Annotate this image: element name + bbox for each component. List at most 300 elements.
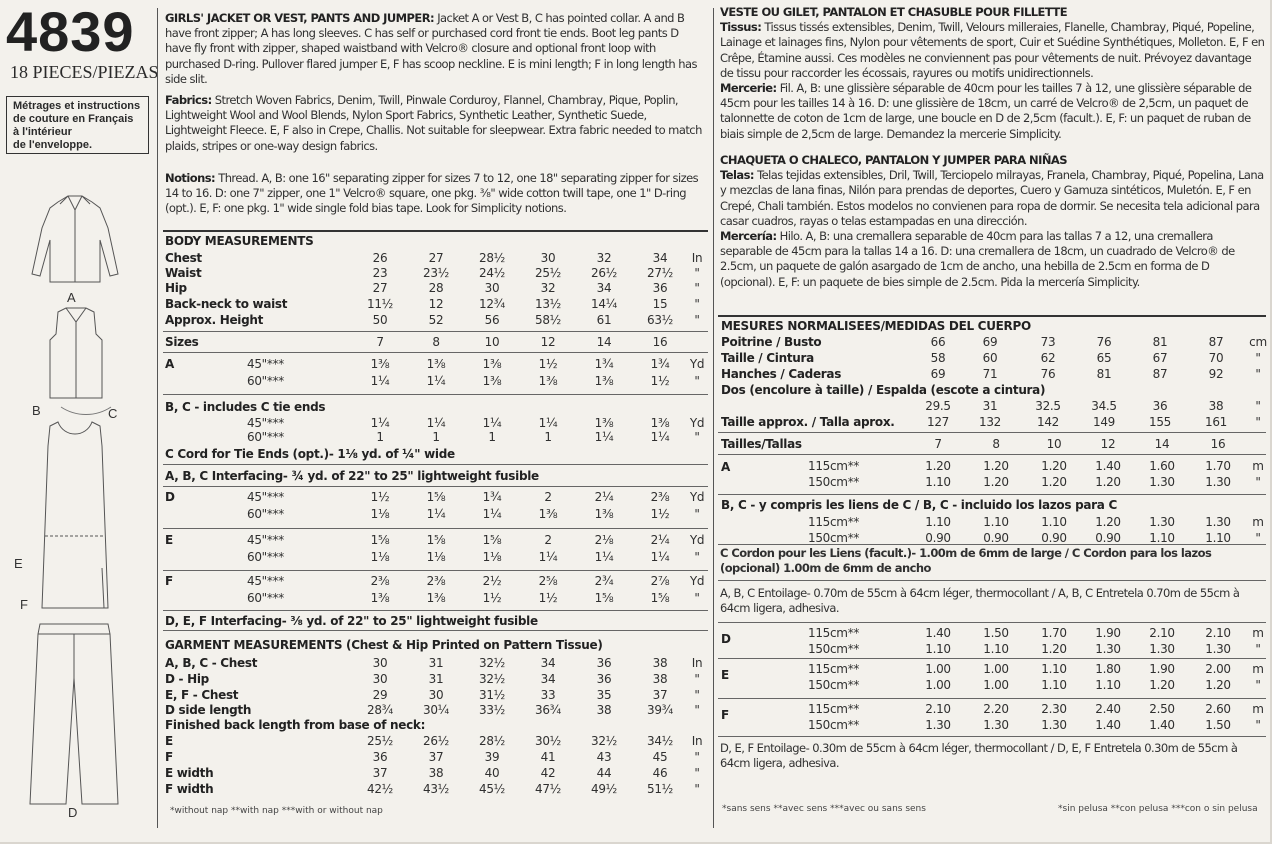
- english-notions: [165, 171, 705, 217]
- value-cell: 38: [1208, 399, 1224, 413]
- french-note-line: de couture en Français: [13, 113, 134, 125]
- value-cell: 155: [1148, 415, 1171, 429]
- view-heading: D: [165, 490, 175, 504]
- value-cell: 1.50: [983, 626, 1009, 640]
- value-cell: 1.30: [1041, 718, 1067, 732]
- value-cell: 36: [652, 281, 668, 295]
- view-label-b: B: [32, 403, 41, 418]
- garment-row-label: F width: [165, 782, 214, 796]
- french-title: VESTE OU GILET, PANTALON ET CHASUBLE POUR FILLETTE: [720, 5, 1068, 19]
- unit-cell: ": [1255, 642, 1261, 656]
- unit-cell: ": [694, 766, 700, 780]
- section-rule: [718, 315, 1266, 317]
- value-cell: 26½: [590, 266, 617, 280]
- value-cell: 92: [1208, 367, 1224, 381]
- value-cell: 149: [1092, 415, 1115, 429]
- value-cell: 1.20: [1041, 642, 1067, 656]
- value-cell: 30: [428, 688, 444, 702]
- value-cell: 1.30: [1149, 642, 1175, 656]
- view-label-a: A: [67, 290, 76, 305]
- size-header: 14: [1154, 437, 1170, 451]
- value-cell: 63½: [646, 313, 673, 327]
- value-cell: 2⅜: [426, 574, 446, 588]
- value-cell: 44: [596, 766, 612, 780]
- fabric-width: 45"***: [247, 357, 284, 371]
- value-cell: 1.20: [983, 475, 1009, 489]
- value-cell: 1.10: [925, 642, 951, 656]
- value-cell: 37: [372, 766, 388, 780]
- value-cell: 1.10: [1205, 531, 1231, 545]
- value-cell: 15: [652, 297, 668, 311]
- unit-cell: m: [1252, 459, 1264, 473]
- value-cell: 30: [372, 656, 388, 670]
- value-cell: 1.30: [1149, 515, 1175, 529]
- section-rule: [163, 394, 708, 395]
- dos-label: Dos (encolure à taille) / Espalda (escote a cintura): [721, 383, 1046, 397]
- telas-label: Telas:: [720, 168, 754, 183]
- spanish-title: CHAQUETA O CHALECO, PANTALON Y JUMPER PARA NIÑAS: [720, 153, 1068, 167]
- interfacing-def: D, E, F Interfacing- ⅜ yd. of 22" to 25" lightweight fusible: [165, 614, 538, 628]
- value-cell: 161: [1204, 415, 1227, 429]
- value-cell: 27: [372, 281, 388, 295]
- value-cell: 37: [428, 750, 444, 764]
- value-cell: 1½: [482, 591, 502, 605]
- value-cell: 1¼: [594, 550, 614, 564]
- notions-text: Thread. A, B: one 16" separating zipper for sizes 7 to 12, one 18" separating zipper for sizes 14 to 16. D: one 7" zipper, one 1" Velcro® square, one pkg. ⅜" wide cotton twill tape, one 1" D-ring (opt.). E, F: one pkg. 1" wide single fold bias tape. Look for Simplicity notions.: [165, 171, 699, 216]
- section-rule: [718, 736, 1266, 737]
- mercerie-text: Fil. A, B: une glissière séparable de 40cm pour les tailles 7 à 12, une glissière séparable de 45cm pour les tailles 14 à 16. D: une glissière de 18cm, un carré de Velcro® de 2,5cm, un paquet de talonnette de coton de 1cm de large, une boucle en D de 2,5cm (facult.). E, F: un paquet de ruban de biais simple de 2,5cm de large. Demandez la mercerie Simplicity.: [720, 81, 1252, 141]
- value-cell: 1.20: [1041, 475, 1067, 489]
- value-cell: 1.90: [1149, 662, 1175, 676]
- value-cell: 30¼: [422, 703, 449, 717]
- value-cell: 32: [540, 281, 556, 295]
- value-cell: 1.10: [983, 642, 1009, 656]
- value-cell: 69: [982, 335, 998, 349]
- value-cell: 33: [540, 688, 556, 702]
- value-cell: 47½: [534, 782, 561, 796]
- unit-cell: ": [694, 672, 700, 686]
- french-note-line: à l'intérieur: [13, 126, 72, 138]
- value-cell: 127: [926, 415, 949, 429]
- value-cell: 1.40: [1149, 718, 1175, 732]
- metric-row-label: Hanches / Caderas: [721, 367, 842, 381]
- value-cell: 39: [484, 750, 500, 764]
- value-cell: 31: [428, 672, 444, 686]
- value-cell: 1⅝: [482, 533, 502, 547]
- value-cell: 67: [1152, 351, 1168, 365]
- view-heading: A: [165, 357, 174, 371]
- value-cell: 2: [544, 533, 552, 547]
- notions-label: Notions:: [165, 171, 216, 185]
- value-cell: 2.40: [1095, 702, 1121, 716]
- value-cell: 1½: [370, 490, 390, 504]
- unit-cell: ": [694, 550, 700, 564]
- english-fabrics: [165, 93, 705, 154]
- value-cell: 11½: [366, 297, 393, 311]
- section-rule: [718, 454, 1266, 455]
- value-cell: 2¼: [650, 533, 670, 547]
- value-cell: 142: [1036, 415, 1059, 429]
- size-header: 8: [432, 335, 440, 349]
- value-cell: 2.50: [1149, 702, 1175, 716]
- value-cell: 1¼: [482, 507, 502, 521]
- value-cell: 1⅛: [370, 507, 390, 521]
- value-cell: 0.90: [1095, 531, 1121, 545]
- value-cell: 0.90: [1041, 531, 1067, 545]
- value-cell: 2.60: [1205, 702, 1231, 716]
- value-cell: 1⅜: [426, 357, 446, 371]
- fabric-width: 150cm**: [808, 678, 860, 692]
- sizes-label: Sizes: [165, 335, 199, 349]
- value-cell: 1¼: [426, 374, 446, 388]
- tailles-label: Tailles/Tallas: [721, 437, 802, 451]
- value-cell: 1.20: [983, 459, 1009, 473]
- size-header: 12: [1100, 437, 1116, 451]
- value-cell: 87: [1152, 367, 1168, 381]
- fabric-width: 60"***: [247, 507, 284, 521]
- value-cell: 87: [1208, 335, 1224, 349]
- value-cell: 1.30: [1149, 475, 1175, 489]
- value-cell: 26: [372, 251, 388, 265]
- value-cell: 1¼: [426, 507, 446, 521]
- value-cell: 31½: [478, 688, 505, 702]
- value-cell: 34: [596, 281, 612, 295]
- fabric-width: 115cm**: [808, 459, 860, 473]
- value-cell: 36: [1152, 399, 1168, 413]
- body-row-label: Back-neck to waist: [165, 297, 288, 311]
- value-cell: 29.5: [925, 399, 951, 413]
- value-cell: 1⅛: [482, 550, 502, 564]
- section-rule: [163, 610, 708, 611]
- value-cell: 31: [982, 399, 998, 413]
- tissus-text: Tissus tissés extensibles, Denim, Twill, Velours milleraies, Flanelle, Chambray, Piqué, Popeline, Lainage et lainages fins, Nylon pour vêtements de sport, Cuir et Suédine Synthétiques, Molleton. E, F en Crêpe, Étamine aussi. Ces modèles ne conviennent pas pour vêtements de nuit. Prévoyez davantage de tissu pour raccorder les écossais, rayures ou motifs unidirectionnels.: [720, 20, 1265, 80]
- value-cell: 34: [540, 656, 556, 670]
- merceria-label: Mercería:: [720, 229, 777, 244]
- fabric-width: 60"***: [247, 550, 284, 564]
- unit-cell: ": [694, 281, 700, 295]
- value-cell: 34½: [646, 734, 673, 748]
- value-cell: 1¼: [650, 430, 670, 444]
- fabric-width: 45"***: [247, 574, 284, 588]
- value-cell: 1½: [650, 507, 670, 521]
- value-cell: 1.00: [925, 662, 951, 676]
- value-cell: 38: [428, 766, 444, 780]
- value-cell: 2¼: [594, 490, 614, 504]
- value-cell: 32½: [478, 656, 505, 670]
- value-cell: 1⅝: [426, 533, 446, 547]
- french-note-line: de l'enveloppe.: [13, 139, 93, 151]
- garment-row-label: E width: [165, 766, 214, 780]
- value-cell: 1.20: [1095, 475, 1121, 489]
- value-cell: 2.20: [983, 702, 1009, 716]
- value-cell: 36: [372, 750, 388, 764]
- entoilage-abc-text: A, B, C Entoilage- 0.70m de 55cm à 64cm léger, thermocollant / A, B, C Entretela 0.70m de 55cm à 64cm ligera, adhesiva.: [720, 586, 1240, 616]
- view-heading: B, C - includes C tie ends: [165, 400, 326, 414]
- value-cell: 1½: [650, 374, 670, 388]
- value-cell: 1⅝: [650, 591, 670, 605]
- unit-cell: ": [1255, 678, 1261, 692]
- section-rule: [718, 658, 1266, 659]
- english-desc: Jacket A or Vest B, C has pointed collar. A and B have front zipper; A has long sleeves. C has self or purchased cord front tie ends. Boot leg pants D have fly front with zipper, shaped waistband with Velcro® closure and optional front loop with purchased D-ring. Pullover flared jumper E, F has scoop neckline. E is mini length; F in long length has side slit.: [165, 11, 697, 86]
- value-cell: 32.5: [1035, 399, 1061, 413]
- value-cell: 1⅜: [594, 416, 614, 430]
- garment-measurements-title: GARMENT MEASUREMENTS (Chest & Hip Printed on Pattern Tissue): [165, 638, 603, 652]
- unit-cell: Yd: [689, 574, 705, 588]
- value-cell: 1¼: [370, 416, 390, 430]
- unit-cell: ": [694, 750, 700, 764]
- value-cell: 38: [652, 656, 668, 670]
- value-cell: 1½: [538, 357, 558, 371]
- value-cell: 29: [372, 688, 388, 702]
- value-cell: 36: [596, 656, 612, 670]
- fabric-width: 60"***: [247, 430, 284, 444]
- value-cell: 1.30: [1205, 642, 1231, 656]
- value-cell: 41: [540, 750, 556, 764]
- view-heading: E: [721, 668, 729, 682]
- unit-cell: In: [691, 656, 703, 670]
- value-cell: 73: [1040, 335, 1056, 349]
- view-heading: E: [165, 533, 173, 547]
- value-cell: 1: [488, 430, 496, 444]
- unit-cell: Yd: [689, 357, 705, 371]
- french-description: [720, 5, 1265, 142]
- value-cell: 65: [1096, 351, 1112, 365]
- value-cell: 30½: [534, 734, 561, 748]
- value-cell: 1.10: [1041, 678, 1067, 692]
- value-cell: 1.10: [1149, 531, 1175, 545]
- value-cell: 14¼: [590, 297, 617, 311]
- value-cell: 2⅜: [650, 490, 670, 504]
- value-cell: 25½: [534, 266, 561, 280]
- value-cell: 1.20: [1041, 459, 1067, 473]
- value-cell: 1.50: [1205, 718, 1231, 732]
- unit-cell: ": [694, 374, 700, 388]
- garment-row-label: E: [165, 734, 173, 748]
- section-rule: [163, 528, 708, 529]
- value-cell: 1.10: [983, 515, 1009, 529]
- value-cell: 1.30: [983, 718, 1009, 732]
- value-cell: 76: [1096, 335, 1112, 349]
- fabric-width: 45"***: [247, 533, 284, 547]
- value-cell: 1⅜: [594, 374, 614, 388]
- value-cell: 34: [540, 672, 556, 686]
- unit-cell: ": [1255, 367, 1261, 381]
- entoilage-abc: [720, 586, 1268, 616]
- value-cell: 35: [596, 688, 612, 702]
- pieces-count: 18 PIECES/PIEZAS: [10, 62, 159, 82]
- fabric-width: 115cm**: [808, 662, 860, 676]
- value-cell: 81: [1096, 367, 1112, 381]
- unit-cell: ": [1255, 475, 1261, 489]
- value-cell: 27½: [646, 266, 673, 280]
- fabric-width: 150cm**: [808, 531, 860, 545]
- cord-note: C Cord for Tie Ends (opt.)- 1⅛ yd. of ¼" wide: [165, 447, 455, 461]
- value-cell: 60: [982, 351, 998, 365]
- value-cell: 2.10: [925, 702, 951, 716]
- value-cell: 42½: [366, 782, 393, 796]
- value-cell: 1⅜: [594, 507, 614, 521]
- french-note-line: Métrages et instructions: [13, 100, 141, 112]
- value-cell: 13½: [534, 297, 561, 311]
- value-cell: 12: [428, 297, 444, 311]
- value-cell: 38: [652, 672, 668, 686]
- cordon-text: C Cordon pour les Liens (facult.)- 1.00m de 6mm de large / C Cordon para los lazos (opcional) 1.00m de 6mm de ancho: [720, 546, 1212, 576]
- view-heading: F: [165, 574, 173, 588]
- value-cell: 69: [930, 367, 946, 381]
- value-cell: 1⅜: [482, 374, 502, 388]
- section-rule: [718, 622, 1266, 623]
- unit-cell: m: [1252, 626, 1264, 640]
- value-cell: 56: [484, 313, 500, 327]
- entoilage-def-text: D, E, F Entoilage- 0.30m de 55cm à 64cm léger, thermocollant / D, E, F Entretela 0.30m de 55cm à 64cm ligera, adhesiva.: [720, 741, 1238, 771]
- value-cell: 40: [484, 766, 500, 780]
- value-cell: 1.70: [1041, 626, 1067, 640]
- section-rule: [718, 580, 1266, 581]
- value-cell: 2.10: [1149, 626, 1175, 640]
- value-cell: 2.00: [1205, 662, 1231, 676]
- value-cell: 45½: [478, 782, 505, 796]
- unit-cell: ": [694, 688, 700, 702]
- value-cell: 70: [1208, 351, 1224, 365]
- value-cell: 39¾: [646, 703, 673, 717]
- value-cell: 28¾: [366, 703, 393, 717]
- value-cell: 62: [1040, 351, 1056, 365]
- jacket-a-illustration: [20, 188, 130, 298]
- value-cell: 1⅛: [370, 550, 390, 564]
- value-cell: 1.40: [1095, 718, 1121, 732]
- value-cell: 1¾: [594, 357, 614, 371]
- view-heading: B, C - y compris les liens de C / B, C - incluido los lazos para C: [721, 498, 1117, 512]
- garment-row-label: E, F - Chest: [165, 688, 239, 702]
- interfacing-abc: A, B, C Interfacing- ¾ yd. of 22" to 25" lightweight fusible: [165, 469, 539, 483]
- size-header: 10: [1046, 437, 1062, 451]
- unit-cell: ": [1255, 351, 1261, 365]
- body-row-label: Chest: [165, 251, 202, 265]
- value-cell: 28: [428, 281, 444, 295]
- value-cell: 1.00: [983, 662, 1009, 676]
- fabric-width: 150cm**: [808, 718, 860, 732]
- unit-cell: cm: [1249, 335, 1267, 349]
- size-header: 16: [652, 335, 668, 349]
- yardage-footnote: *without nap **with nap ***with or without nap: [170, 806, 383, 816]
- body-measurements-title: BODY MEASUREMENTS: [165, 234, 314, 248]
- value-cell: 2⅜: [370, 574, 390, 588]
- body-row-label: Hip: [165, 281, 187, 295]
- value-cell: 1.10: [1041, 662, 1067, 676]
- value-cell: 28½: [478, 734, 505, 748]
- size-header: 8: [992, 437, 1000, 451]
- merceria-text: Hilo. A, B: una cremallera separable de 40cm para las tallas 7 a 12, una cremallera separable de 45cm para la tallas 14 a 16. D: una cremallera de 18cm, un cuadrado de Velcro® de 2.5cm, un paquete de galón asargado de 1cm de ancho, una hebilla de 2.5cm en forma de D (opcional). E, F: un paquete de bies simple de 2.5cm. Pida la mercería Simplicity.: [720, 229, 1235, 289]
- value-cell: 66: [930, 335, 946, 349]
- value-cell: 23: [372, 266, 388, 280]
- unit-cell: ": [1255, 399, 1261, 413]
- unit-cell: Yd: [689, 490, 705, 504]
- value-cell: 50: [372, 313, 388, 327]
- size-header: 16: [1210, 437, 1226, 451]
- section-rule: [163, 352, 708, 353]
- value-cell: 38: [596, 703, 612, 717]
- value-cell: 33½: [478, 703, 505, 717]
- unit-cell: ": [1255, 415, 1261, 429]
- value-cell: 12¾: [478, 297, 505, 311]
- view-heading: F: [721, 708, 729, 722]
- section-rule: [163, 630, 708, 631]
- view-heading: A: [721, 460, 730, 474]
- value-cell: 43½: [422, 782, 449, 796]
- value-cell: 1.20: [925, 459, 951, 473]
- value-cell: 1.20: [1149, 678, 1175, 692]
- value-cell: 1¼: [594, 430, 614, 444]
- value-cell: 36¾: [534, 703, 561, 717]
- value-cell: 61: [596, 313, 612, 327]
- value-cell: 1: [432, 430, 440, 444]
- value-cell: 1.40: [1095, 459, 1121, 473]
- value-cell: 1.00: [983, 678, 1009, 692]
- value-cell: 1⅜: [370, 357, 390, 371]
- body-row-label: Approx. Height: [165, 313, 264, 327]
- fabric-width: 115cm**: [808, 515, 860, 529]
- fabric-width: 150cm**: [808, 475, 860, 489]
- value-cell: 1⅜: [426, 591, 446, 605]
- value-cell: 1.80: [1095, 662, 1121, 676]
- value-cell: 1¼: [370, 374, 390, 388]
- value-cell: 46: [652, 766, 668, 780]
- value-cell: 1.30: [1205, 515, 1231, 529]
- fabric-width: 45"***: [247, 490, 284, 504]
- size-header: 7: [376, 335, 384, 349]
- unit-cell: In: [691, 251, 703, 265]
- value-cell: 34.5: [1091, 399, 1117, 413]
- unit-cell: m: [1252, 515, 1264, 529]
- value-cell: 45: [652, 750, 668, 764]
- section-rule: [163, 230, 708, 232]
- value-cell: 1¾: [650, 357, 670, 371]
- english-description: [165, 11, 705, 87]
- unit-cell: ": [694, 313, 700, 327]
- value-cell: 71: [982, 367, 998, 381]
- section-rule: [718, 698, 1266, 699]
- unit-cell: ": [694, 782, 700, 796]
- value-cell: 2.30: [1041, 702, 1067, 716]
- tissus-label: Tissus:: [720, 20, 762, 35]
- fabric-width: 45"***: [247, 416, 284, 430]
- fabric-width: 115cm**: [808, 626, 860, 640]
- unit-cell: ": [694, 591, 700, 605]
- garment-row-label: F: [165, 750, 173, 764]
- fabric-width: 60"***: [247, 374, 284, 388]
- section-rule: [718, 494, 1266, 495]
- value-cell: 58: [930, 351, 946, 365]
- value-cell: 1.00: [925, 678, 951, 692]
- unit-cell: ": [694, 703, 700, 717]
- value-cell: 1.90: [1095, 626, 1121, 640]
- section-rule: [163, 464, 708, 465]
- value-cell: 132: [978, 415, 1001, 429]
- french-instructions-note: [6, 96, 149, 154]
- value-cell: 1.20: [1095, 515, 1121, 529]
- fabric-width: 60"***: [247, 591, 284, 605]
- value-cell: 34: [652, 251, 668, 265]
- mercerie-label: Mercerie:: [720, 81, 777, 96]
- value-cell: 32½: [478, 672, 505, 686]
- value-cell: 28½: [478, 251, 505, 265]
- value-cell: 1¼: [650, 550, 670, 564]
- value-cell: 1: [376, 430, 384, 444]
- english-title: GIRLS' JACKET OR VEST, PANTS AND JUMPER:: [165, 11, 435, 25]
- value-cell: 1⅜: [650, 416, 670, 430]
- value-cell: 52: [428, 313, 444, 327]
- pants-d-illustration: [24, 618, 124, 808]
